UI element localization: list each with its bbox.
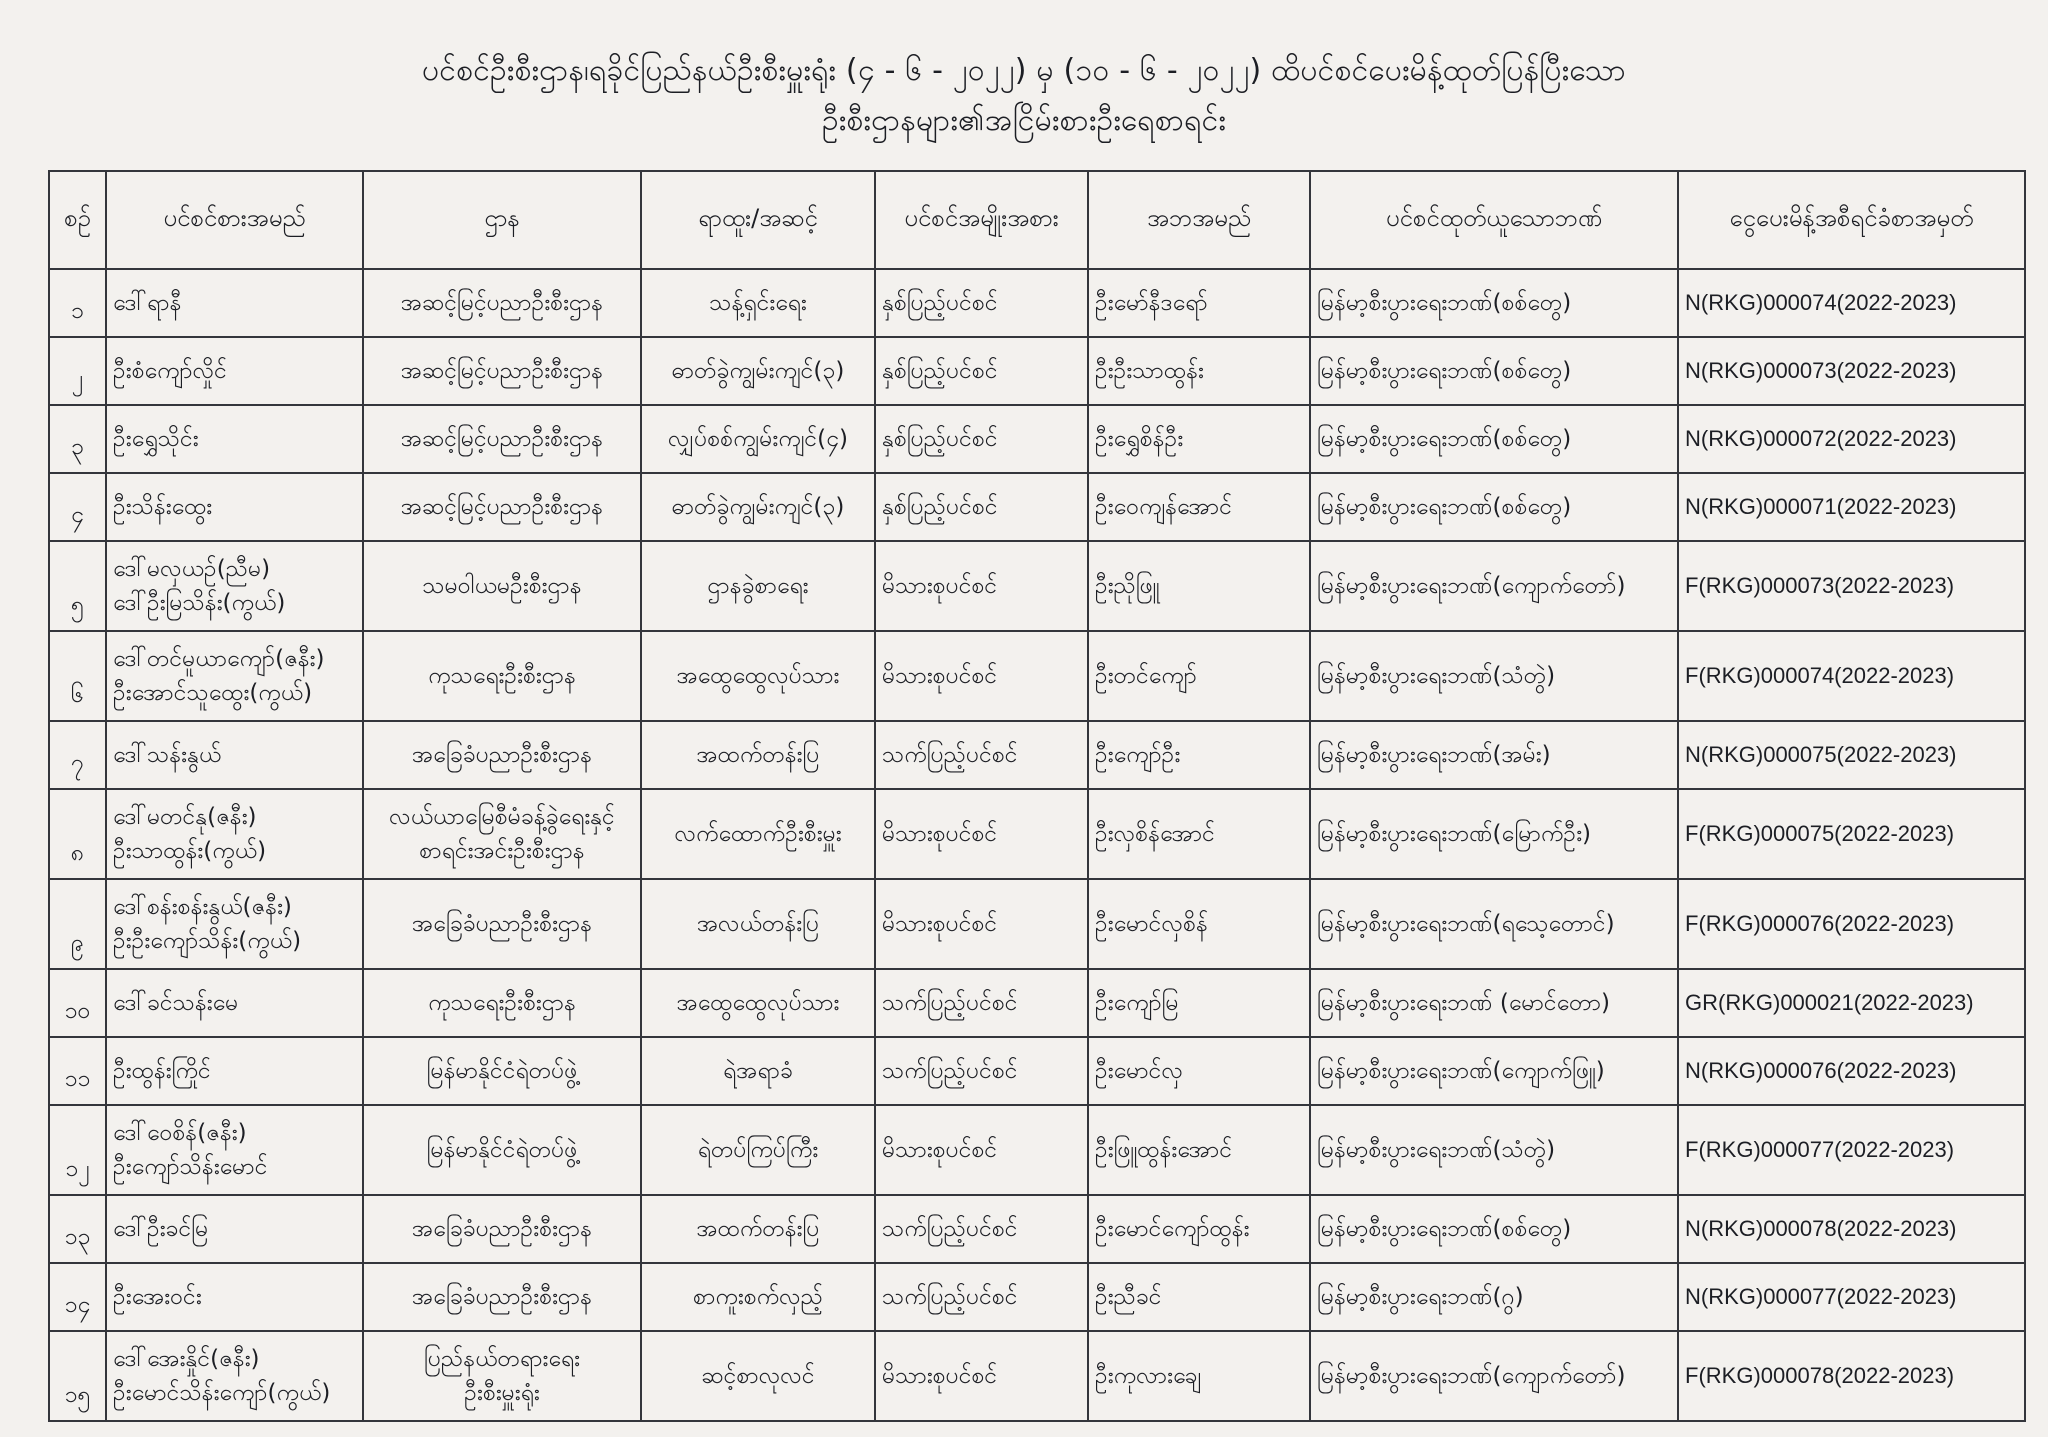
cell-rank-text: အထွေထွေလုပ်သား <box>676 990 840 1016</box>
cell-pension-type <box>875 1195 1088 1263</box>
cell-payment-order-text: GR(RKG)000021(2022-2023) <box>1685 990 1974 1015</box>
cell-payment-order <box>1678 721 2025 789</box>
cell-bank <box>1310 789 1678 879</box>
cell-pension-type-text: သက်ပြည့်ပင်စင် <box>882 1216 1018 1242</box>
cell-rank-text: အထက်တန်းပြ <box>696 1216 820 1242</box>
cell-father-name <box>1088 337 1310 405</box>
cell-pension-type-text: မိသားစုပင်စင် <box>882 573 998 599</box>
cell-payment-order-text: F(RKG)000075(2022-2023) <box>1685 821 1955 846</box>
cell-payment-order <box>1678 473 2025 541</box>
cell-no <box>49 789 106 879</box>
cell-pension-type-text: မိသားစုပင်စင် <box>882 1363 998 1389</box>
cell-rank <box>641 631 875 721</box>
cell-bank-text: မြန်မာ့စီးပွားရေးဘဏ် (မောင်တော) <box>1317 990 1610 1016</box>
title-line-2: ဦးစီးဌာနများ၏အငြိမ်းစားဦးရေစာရင်း <box>821 103 1227 138</box>
cell-no-text: ၁၀ <box>64 998 91 1024</box>
header-payment-order: ငွေပေးမိန့်အစီရင်ခံစာအမှတ် <box>1678 171 2025 269</box>
cell-department <box>363 337 641 405</box>
cell-father-name-text: ဦးကုလားချေ <box>1095 1363 1202 1389</box>
header-pensioner-name: ပင်စင်စားအမည် <box>106 171 363 269</box>
cell-pensioner-name-text: ဦးမောင်သိန်းကျော်(ကွယ်) <box>113 1380 331 1406</box>
cell-pension-type-text: သက်ပြည့်ပင်စင် <box>882 990 1018 1016</box>
cell-rank-text: ဓာတ်ခွဲကျွမ်းကျင်(၃) <box>671 494 845 520</box>
cell-bank <box>1310 405 1678 473</box>
cell-department <box>363 631 641 721</box>
cell-pension-type-text: နှစ်ပြည့်ပင်စင် <box>882 426 998 452</box>
cell-pensioner-name <box>106 879 363 969</box>
cell-pension-type <box>875 1263 1088 1331</box>
cell-department <box>363 405 641 473</box>
cell-rank-text: အထွေထွေလုပ်သား <box>676 663 840 689</box>
header-father-name: အဘအမည် <box>1088 171 1310 269</box>
cell-no-text: ၁၁ <box>64 1066 91 1092</box>
cell-rank <box>641 721 875 789</box>
cell-pensioner-name <box>106 473 363 541</box>
cell-pension-type <box>875 789 1088 879</box>
cell-father-name-text: ဦးမောင်ကျော်ထွန်း <box>1095 1216 1250 1242</box>
table-row <box>49 1195 2025 1263</box>
header-rank: ရာထူး/အဆင့် <box>641 171 875 269</box>
cell-pensioner-name-text: ဦးစံကျော်လှိုင် <box>113 358 227 384</box>
cell-no-text: ၆ <box>71 682 84 708</box>
cell-rank-text: စာကူးစက်လှည့် <box>693 1284 823 1310</box>
cell-department-text: ပြည်နယ်တရားရေး <box>424 1346 580 1372</box>
cell-bank <box>1310 1105 1678 1195</box>
cell-payment-order <box>1678 1263 2025 1331</box>
cell-pensioner-name-text: ဦးအေးဝင်း <box>113 1284 202 1310</box>
cell-no <box>49 1331 106 1421</box>
cell-no-text: ၁၂ <box>65 1156 90 1182</box>
cell-pensioner-name <box>106 1037 363 1105</box>
cell-payment-order-text: N(RKG)000075(2022-2023) <box>1685 742 1957 767</box>
cell-payment-order <box>1678 269 2025 337</box>
cell-pensioner-name <box>106 1263 363 1331</box>
cell-payment-order <box>1678 337 2025 405</box>
cell-bank <box>1310 721 1678 789</box>
cell-no <box>49 541 106 631</box>
cell-payment-order-text: N(RKG)000071(2022-2023) <box>1685 494 1957 519</box>
cell-no-text: ၉ <box>71 930 84 956</box>
cell-father-name <box>1088 969 1310 1037</box>
cell-pension-type-text: မိသားစုပင်စင် <box>882 821 998 847</box>
cell-department <box>363 1331 641 1421</box>
cell-department <box>363 269 641 337</box>
cell-father-name <box>1088 1263 1310 1331</box>
header-no: စဉ် <box>49 171 106 269</box>
cell-rank <box>641 969 875 1037</box>
cell-payment-order-text: N(RKG)000072(2022-2023) <box>1685 426 1957 451</box>
cell-department-text: ဦးစီးမှူးရုံး <box>464 1380 540 1406</box>
table-row <box>49 789 2025 879</box>
cell-pensioner-name-text: ဒေါ်တင်မူယာကျော်(ဇနီး) <box>113 646 325 672</box>
pension-table <box>48 170 2026 1422</box>
cell-pension-type-text: သက်ပြည့်ပင်စင် <box>882 742 1018 768</box>
cell-bank <box>1310 473 1678 541</box>
cell-department-text: သမဝါယမဦးစီးဌာန <box>422 573 582 599</box>
cell-father-name <box>1088 879 1310 969</box>
cell-pensioner-name-text: ဒေါ်မလှယဉ်(ညီမ) <box>113 556 271 582</box>
cell-bank-text: မြန်မာ့စီးပွားရေးဘဏ်(အမ်း) <box>1317 742 1551 768</box>
cell-bank <box>1310 1195 1678 1263</box>
cell-pension-type <box>875 337 1088 405</box>
cell-no <box>49 337 106 405</box>
cell-no <box>49 1105 106 1195</box>
cell-pensioner-name-text: ဒေါ်အေးနှိုင်(ဇနီး) <box>113 1346 260 1372</box>
cell-department <box>363 969 641 1037</box>
cell-pensioner-name <box>106 1331 363 1421</box>
cell-bank-text: မြန်မာ့စီးပွားရေးဘဏ်(ကျောက်တော်) <box>1317 573 1626 599</box>
cell-pension-type-text: နှစ်ပြည့်ပင်စင် <box>882 358 998 384</box>
cell-rank <box>641 1331 875 1421</box>
cell-pensioner-name <box>106 1195 363 1263</box>
cell-no <box>49 721 106 789</box>
cell-rank-text: ဆင့်စာလုလင် <box>701 1363 815 1389</box>
cell-department-text: မြန်မာနိုင်ငံရဲတပ်ဖွဲ့ <box>426 1137 578 1163</box>
table-row <box>49 1037 2025 1105</box>
table-row <box>49 1263 2025 1331</box>
cell-father-name <box>1088 789 1310 879</box>
cell-pensioner-name-text: ဦးသိန်းထွေး <box>113 494 213 520</box>
cell-payment-order-text: N(RKG)000077(2022-2023) <box>1685 1284 1957 1309</box>
cell-pensioner-name-text: ဒေါ်ဦးမြသိန်း(ကွယ်) <box>113 590 286 616</box>
cell-payment-order-text: F(RKG)000076(2022-2023) <box>1685 911 1955 936</box>
cell-bank-text: မြန်မာ့စီးပွားရေးဘဏ်(စစ်တွေ) <box>1317 494 1572 520</box>
cell-no-text: ၁ <box>71 298 84 324</box>
cell-bank <box>1310 1331 1678 1421</box>
cell-no <box>49 631 106 721</box>
cell-pensioner-name-text: ဒေါ်ရာနီ <box>113 290 182 316</box>
cell-father-name-text: ဦးဖြူထွန်းအောင် <box>1095 1137 1233 1163</box>
cell-no <box>49 1195 106 1263</box>
cell-payment-order <box>1678 1105 2025 1195</box>
cell-rank-text: ရဲတပ်ကြပ်ကြီး <box>697 1137 819 1163</box>
table-row <box>49 269 2025 337</box>
cell-payment-order <box>1678 969 2025 1037</box>
cell-rank <box>641 1105 875 1195</box>
cell-rank-text: သန့်ရှင်းရေး <box>709 290 807 316</box>
cell-rank <box>641 405 875 473</box>
cell-pensioner-name-text: ဦးသာထွန်း(ကွယ်) <box>113 838 267 864</box>
table-row <box>49 541 2025 631</box>
cell-bank <box>1310 969 1678 1037</box>
cell-pension-type-text: သက်ပြည့်ပင်စင် <box>882 1284 1018 1310</box>
header-bank: ပင်စင်ထုတ်ယူသောဘဏ် <box>1310 171 1678 269</box>
cell-father-name-text: ဦးတင်ကျော် <box>1095 663 1197 689</box>
table-row <box>49 879 2025 969</box>
cell-pensioner-name-text: ဒေါ်မတင်နု(ဇနီး) <box>113 804 257 830</box>
cell-pension-type <box>875 1331 1088 1421</box>
cell-department <box>363 541 641 631</box>
cell-payment-order-text: N(RKG)000074(2022-2023) <box>1685 290 1957 315</box>
cell-bank-text: မြန်မာ့စီးပွားရေးဘဏ်(သံတွဲ) <box>1317 663 1556 689</box>
cell-payment-order-text: N(RKG)000076(2022-2023) <box>1685 1058 1957 1083</box>
cell-no <box>49 473 106 541</box>
cell-department-text: လယ်ယာမြေစီမံခန့်ခွဲရေးနှင့် <box>389 804 615 830</box>
document-title <box>0 46 2048 146</box>
cell-rank <box>641 879 875 969</box>
title-line-1: ပင်စင်ဦးစီးဌာန၊ရခိုင်ပြည်နယ်ဦးစီးမှူးရုံး (၄ - ၆ - ၂၀၂၂) မှ (၁၀ - ၆ - ၂၀၂၂) ထိပင်စင်ပေးမိန့်ထုတ်ပြန်ပြီးသော <box>421 53 1627 88</box>
cell-rank <box>641 269 875 337</box>
cell-department-text: အခြေခံပညာဦးစီးဌာန <box>411 742 593 768</box>
cell-payment-order <box>1678 1195 2025 1263</box>
cell-father-name <box>1088 1331 1310 1421</box>
table-row <box>49 1105 2025 1195</box>
cell-pension-type <box>875 1105 1088 1195</box>
cell-pension-type <box>875 269 1088 337</box>
cell-department-text: ကုသရေးဦးစီးဌာန <box>428 990 576 1016</box>
cell-father-name-text: ဦးမော်နီဒရော် <box>1095 290 1208 316</box>
cell-bank <box>1310 631 1678 721</box>
cell-no-text: ၇ <box>71 750 84 776</box>
cell-father-name <box>1088 541 1310 631</box>
cell-no <box>49 969 106 1037</box>
cell-father-name <box>1088 1195 1310 1263</box>
cell-payment-order-text: F(RKG)000073(2022-2023) <box>1685 573 1955 598</box>
cell-department <box>363 1037 641 1105</box>
header-pension-type: ပင်စင်အမျိုးအစား <box>875 171 1088 269</box>
cell-payment-order-text: F(RKG)000077(2022-2023) <box>1685 1137 1955 1162</box>
cell-pension-type-text: နှစ်ပြည့်ပင်စင် <box>882 290 998 316</box>
cell-father-name <box>1088 721 1310 789</box>
cell-bank-text: မြန်မာ့စီးပွားရေးဘဏ်(ကျောက်တော်) <box>1317 1363 1626 1389</box>
cell-pensioner-name <box>106 337 363 405</box>
cell-rank <box>641 1195 875 1263</box>
cell-father-name <box>1088 631 1310 721</box>
cell-bank-text: မြန်မာ့စီးပွားရေးဘဏ်(စစ်တွေ) <box>1317 290 1572 316</box>
cell-pension-type <box>875 969 1088 1037</box>
cell-bank <box>1310 541 1678 631</box>
cell-pension-type <box>875 541 1088 631</box>
cell-payment-order-text: N(RKG)000078(2022-2023) <box>1685 1216 1957 1241</box>
cell-department-text: အခြေခံပညာဦးစီးဌာန <box>411 1216 593 1242</box>
cell-no <box>49 1037 106 1105</box>
cell-pensioner-name-text: ဒေါ်ဝေစိန်(ဇနီး) <box>113 1120 247 1146</box>
header-department: ဌာန <box>363 171 641 269</box>
cell-department-text: စာရင်းအင်းဦးစီးဌာန <box>419 838 585 864</box>
cell-no-text: ၅ <box>71 592 84 618</box>
cell-pension-type <box>875 721 1088 789</box>
cell-bank-text: မြန်မာ့စီးပွားရေးဘဏ်(စစ်တွေ) <box>1317 1216 1572 1242</box>
header-row <box>49 171 2025 269</box>
cell-rank <box>641 789 875 879</box>
cell-payment-order-text: F(RKG)000078(2022-2023) <box>1685 1363 1955 1388</box>
cell-pension-type <box>875 473 1088 541</box>
cell-department <box>363 879 641 969</box>
cell-pensioner-name-text: ဒေါ်စန်းစန်းနွယ်(ဇနီး) <box>113 894 292 920</box>
cell-bank <box>1310 269 1678 337</box>
cell-department-text: အဆင့်မြင့်ပညာဦးစီးဌာန <box>400 426 604 452</box>
cell-no-text: ၁၃ <box>64 1224 91 1250</box>
cell-rank-text: ဌာနခွဲစာရေး <box>707 573 809 599</box>
cell-pensioner-name-text: ဒေါ်ခင်သန်းမေ <box>113 990 239 1016</box>
cell-pensioner-name-text: ဦးဦးကျော်သိန်း(ကွယ်) <box>113 928 302 954</box>
cell-department <box>363 473 641 541</box>
cell-bank-text: မြန်မာ့စီးပွားရေးဘဏ်(ဂွ) <box>1317 1284 1524 1310</box>
cell-rank <box>641 1263 875 1331</box>
cell-no-text: ၁၅ <box>64 1382 91 1408</box>
cell-pension-type <box>875 631 1088 721</box>
cell-no-text: ၃ <box>71 434 84 460</box>
table-row <box>49 721 2025 789</box>
cell-pensioner-name-text: ဒေါ်သန်းနွယ် <box>113 742 222 768</box>
cell-payment-order <box>1678 789 2025 879</box>
cell-bank <box>1310 879 1678 969</box>
cell-no <box>49 269 106 337</box>
cell-pensioner-name-text: ဦးရွှေသိုင်း <box>113 426 199 452</box>
cell-bank <box>1310 1037 1678 1105</box>
cell-pensioner-name-text: ဦးအောင်သူထွေး(ကွယ်) <box>113 680 313 706</box>
cell-payment-order-text: F(RKG)000074(2022-2023) <box>1685 663 1955 688</box>
cell-bank-text: မြန်မာ့စီးပွားရေးဘဏ်(ရသေ့တောင်) <box>1317 911 1615 937</box>
cell-no-text: ၄ <box>71 502 84 528</box>
table-row <box>49 1331 2025 1421</box>
cell-rank-text: အထက်တန်းပြ <box>696 742 820 768</box>
cell-father-name <box>1088 473 1310 541</box>
cell-rank-text: ရဲအရာခံ <box>723 1058 793 1084</box>
cell-rank <box>641 337 875 405</box>
cell-department-text: အဆင့်မြင့်ပညာဦးစီးဌာန <box>400 358 604 384</box>
table-row <box>49 631 2025 721</box>
cell-department-text: အဆင့်မြင့်ပညာဦးစီးဌာန <box>400 494 604 520</box>
cell-payment-order <box>1678 1037 2025 1105</box>
cell-father-name-text: ဦးဦးသာထွန်း <box>1095 358 1204 384</box>
cell-rank-text: လျှပ်စစ်ကျွမ်းကျင်(၄) <box>667 426 848 452</box>
cell-no <box>49 405 106 473</box>
cell-bank-text: မြန်မာ့စီးပွားရေးဘဏ်(ကျောက်ဖြူ) <box>1317 1058 1605 1084</box>
cell-bank-text: မြန်မာ့စီးပွားရေးဘဏ်(မြောက်ဦး) <box>1317 821 1592 847</box>
table-row <box>49 473 2025 541</box>
cell-bank <box>1310 337 1678 405</box>
cell-pensioner-name-text: ဦးကျော်သိန်းမောင် <box>113 1154 268 1180</box>
cell-rank-text: အလယ်တန်းပြ <box>696 911 820 937</box>
cell-department <box>363 1195 641 1263</box>
cell-no-text: ၂ <box>71 366 84 392</box>
cell-father-name-text: ဦးရွှေစိန်ဦး <box>1095 426 1184 452</box>
cell-payment-order <box>1678 541 2025 631</box>
cell-father-name-text: ဦးညီခင် <box>1095 1284 1162 1310</box>
cell-department-text: မြန်မာနိုင်ငံရဲတပ်ဖွဲ့ <box>426 1058 578 1084</box>
cell-father-name <box>1088 1037 1310 1105</box>
table-row <box>49 337 2025 405</box>
cell-father-name-text: ဦးလှစိန်အောင် <box>1095 821 1215 847</box>
cell-department <box>363 789 641 879</box>
cell-pensioner-name <box>106 541 363 631</box>
cell-payment-order <box>1678 631 2025 721</box>
cell-father-name-text: ဦးကျော်မြ <box>1095 990 1179 1016</box>
cell-pension-type-text: နှစ်ပြည့်ပင်စင် <box>882 494 998 520</box>
cell-pensioner-name <box>106 721 363 789</box>
cell-pensioner-name <box>106 789 363 879</box>
cell-pension-type <box>875 1037 1088 1105</box>
cell-rank <box>641 473 875 541</box>
cell-father-name-text: ဦးဝေကျန်အောင် <box>1095 494 1232 520</box>
cell-father-name <box>1088 405 1310 473</box>
cell-pensioner-name <box>106 1105 363 1195</box>
cell-department-text: အခြေခံပညာဦးစီးဌာန <box>411 911 593 937</box>
cell-pensioner-name-text: ဒေါ်ဦးခင်မြ <box>113 1216 209 1242</box>
cell-department-text: အခြေခံပညာဦးစီးဌာန <box>411 1284 593 1310</box>
cell-no-text: ၈ <box>70 840 85 866</box>
cell-rank-text: ဓာတ်ခွဲကျွမ်းကျင်(၃) <box>671 358 845 384</box>
table-row <box>49 405 2025 473</box>
cell-father-name <box>1088 269 1310 337</box>
cell-father-name <box>1088 1105 1310 1195</box>
cell-bank <box>1310 1263 1678 1331</box>
cell-father-name-text: ဦးမောင်လှ <box>1095 1058 1184 1084</box>
cell-pension-type <box>875 879 1088 969</box>
cell-department-text: ကုသရေးဦးစီးဌာန <box>428 663 576 689</box>
cell-no <box>49 879 106 969</box>
cell-payment-order <box>1678 405 2025 473</box>
cell-department <box>363 721 641 789</box>
cell-no <box>49 1263 106 1331</box>
cell-rank-text: လက်ထောက်ဦးစီးမှူး <box>674 821 842 847</box>
cell-pensioner-name-text: ဦးထွန်းကြိုင် <box>113 1058 211 1084</box>
cell-father-name-text: ဦးညိုဖြူ <box>1095 573 1160 599</box>
cell-bank-text: မြန်မာ့စီးပွားရေးဘဏ်(စစ်တွေ) <box>1317 426 1572 452</box>
cell-rank <box>641 541 875 631</box>
cell-no-text: ၁၄ <box>64 1292 91 1318</box>
cell-department-text: အဆင့်မြင့်ပညာဦးစီးဌာန <box>400 290 604 316</box>
cell-bank-text: မြန်မာ့စီးပွားရေးဘဏ်(စစ်တွေ) <box>1317 358 1572 384</box>
cell-pension-type-text: မိသားစုပင်စင် <box>882 911 998 937</box>
cell-pension-type-text: မိသားစုပင်စင် <box>882 1137 998 1163</box>
cell-pension-type-text: မိသားစုပင်စင် <box>882 663 998 689</box>
cell-pensioner-name <box>106 631 363 721</box>
cell-rank <box>641 1037 875 1105</box>
cell-father-name-text: ဦးကျော်ဦး <box>1095 742 1181 768</box>
cell-pension-type-text: သက်ပြည့်ပင်စင် <box>882 1058 1018 1084</box>
cell-pensioner-name <box>106 269 363 337</box>
cell-bank-text: မြန်မာ့စီးပွားရေးဘဏ်(သံတွဲ) <box>1317 1137 1556 1163</box>
cell-department <box>363 1105 641 1195</box>
cell-department <box>363 1263 641 1331</box>
cell-pensioner-name <box>106 969 363 1037</box>
cell-payment-order-text: N(RKG)000073(2022-2023) <box>1685 358 1957 383</box>
cell-payment-order <box>1678 1331 2025 1421</box>
cell-payment-order <box>1678 879 2025 969</box>
cell-father-name-text: ဦးမောင်လှစိန် <box>1095 911 1208 937</box>
cell-pension-type <box>875 405 1088 473</box>
table-row <box>49 969 2025 1037</box>
cell-pensioner-name <box>106 405 363 473</box>
